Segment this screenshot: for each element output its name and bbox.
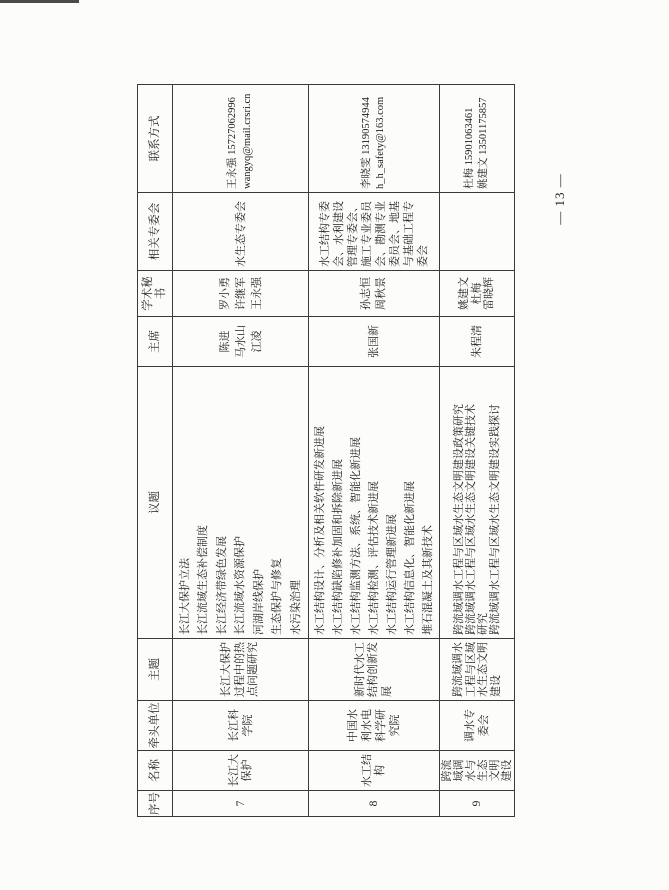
- contact-line: 李晓雯 13190574944: [360, 97, 372, 189]
- table-row-7: [173, 85, 309, 817]
- topic-line: 生态保护与修复: [271, 558, 284, 635]
- cell-theme: 跨流域调水工程与区域水生态文明建设: [440, 639, 515, 701]
- contact-line: wangyq@mail.crsri.cn: [241, 93, 253, 189]
- chair-name: 朱程清: [470, 325, 483, 358]
- topic-line: 水工结构监测方法、系统、智能化新进展: [350, 437, 362, 635]
- col-header-theme: 主题: [138, 639, 173, 701]
- topic-line: 跨流域调水工程与区域水生态文明建设政策研究: [453, 404, 465, 635]
- secretary-name: 许继军: [234, 277, 247, 310]
- col-header-name: 名称: [138, 751, 173, 791]
- secretary-name: 雷晓辉: [483, 277, 496, 310]
- cell-theme: 新时代水工结构创新发展: [309, 639, 440, 701]
- secretary-name: 杜梅: [470, 282, 483, 305]
- page-number: — 13 —: [552, 173, 567, 225]
- chair-name: 马水山: [234, 325, 247, 358]
- secretary-name: 王永强: [250, 277, 263, 310]
- topic-line: 长江经济带绿色发展: [215, 536, 228, 635]
- chair-name: 江凌: [250, 330, 263, 353]
- cell-theme: 长江大保护过程中的热点问题研究: [173, 639, 309, 701]
- contact-line: h_h_safety@163.com: [375, 96, 386, 189]
- secretary-name: 周秋景: [375, 277, 387, 310]
- cell-secretary: [309, 271, 440, 317]
- cell-contact: [309, 85, 440, 193]
- topic-line: 水工结构信息化、智能化新进展: [404, 481, 416, 635]
- cell-topics: [440, 367, 515, 639]
- table-row-9: [440, 85, 515, 817]
- table-row-8: [309, 85, 440, 817]
- contact-line: 王永强 15727062996: [227, 97, 238, 189]
- col-header-lead-unit: 牵头单位: [138, 701, 173, 751]
- topic-line: 水工结构检测、评估技术新进展: [368, 481, 380, 635]
- topic-line: 长江大保护立法: [178, 558, 191, 635]
- col-header-serial: 序号: [138, 791, 173, 817]
- cell-name: 水工结构: [309, 751, 440, 791]
- chair-name: 张国新: [367, 325, 380, 358]
- col-header-secretary: 学术秘书: [138, 271, 173, 317]
- cell-chair: [309, 317, 440, 367]
- secretary-name: 姚建文: [458, 277, 471, 310]
- topic-line: 跨流域调水工程与区域水生态文明建设实践探讨: [489, 404, 501, 635]
- cell-secretary: [173, 271, 309, 317]
- topic-line: 堆石混凝土及其新技术: [422, 525, 434, 635]
- topic-line: 长江流域生态补偿制度: [197, 525, 210, 635]
- topic-line: 水污染治理: [289, 580, 302, 635]
- cell-serial: 9: [440, 791, 515, 817]
- topic-line: 水工结构设计、分析及相关软件研发新进展: [314, 426, 326, 635]
- cell-committees: 水生态专委会: [173, 193, 309, 271]
- cell-topics: [309, 367, 440, 639]
- topic-line: 河湖岸线保护: [252, 569, 265, 635]
- contact-line: 姚建文 13501175857: [478, 97, 489, 189]
- chair-name: 陈进: [218, 330, 231, 353]
- rotated-table-container: [137, 85, 514, 817]
- secretary-name: 孙志恒: [360, 277, 372, 310]
- cell-lead-unit: 长江科学院: [173, 701, 309, 751]
- cell-contact: [173, 85, 309, 193]
- col-header-topics: 议题: [138, 367, 173, 639]
- col-header-contact: 联系方式: [138, 85, 173, 193]
- header-row: [138, 85, 173, 817]
- scan-artifact-line: [0, 0, 79, 3]
- cell-lead-unit: 中国水利水电科学研究院: [309, 701, 440, 751]
- committee-session-table: [137, 84, 515, 817]
- cell-topics: [173, 367, 309, 639]
- topic-line: 水工结构缺陷修补加固和拆除新进展: [332, 459, 344, 635]
- cell-contact: [440, 85, 515, 193]
- cell-secretary: [440, 271, 515, 317]
- cell-name: 长江大保护: [173, 751, 309, 791]
- topic-line: 水工结构运行管理新进展: [386, 514, 398, 635]
- cell-committees: 水工结构专委会、水利建设管理专委会、施工专业委员会、勘测专业委员会、地基与基础工程专委会: [309, 193, 440, 271]
- cell-lead-unit: 调水专委会: [440, 701, 515, 751]
- cell-committees: [440, 193, 515, 271]
- cell-chair: [440, 317, 515, 367]
- cell-serial: 7: [173, 791, 309, 817]
- topic-line: 跨流域调水工程与区域水生态文明建设关键技术研究: [465, 404, 489, 635]
- col-header-chair: 主席: [138, 317, 173, 367]
- cell-chair: [173, 317, 309, 367]
- contact-line: 杜梅 15901063461: [463, 107, 475, 189]
- secretary-name: 罗小勇: [218, 277, 231, 310]
- cell-name: 跨流域调水与生态文明建设: [440, 751, 515, 791]
- col-header-committees: 相关专委会: [138, 193, 173, 271]
- cell-serial: 8: [309, 791, 440, 817]
- topic-line: 长江流域水资源保护: [234, 536, 247, 635]
